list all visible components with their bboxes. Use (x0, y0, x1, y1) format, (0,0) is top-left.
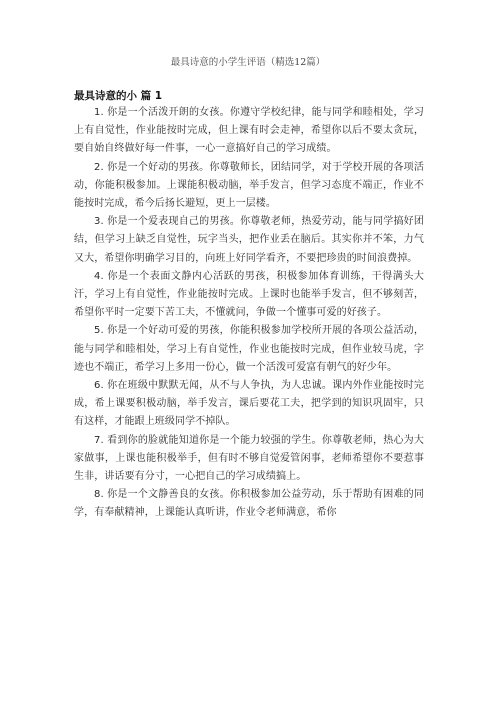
paragraph-2: 2. 你是一个好动的男孩。你尊敬师长，团结同学，对于学校开展的各项活动，你能积极参加。上课能积极动脑，举手发言，但学习态度不端正，作业不能按时完成，希今后扬长避短，更上一层楼。 (74, 161, 424, 210)
paragraph-1: 1. 你是一个活泼开朗的女孩。你遵守学校纪律，能与同学和睦相处，学习上有自觉性，作业能按时完成，但上课有时会走神，希望你以后不要太贪玩，要自始自终做好每一件事，一心一意搞好自己的学习成绩。 (74, 107, 424, 155)
paragraph-5: 5. 你是一个好动可爱的男孩，你能积极参加学校所开展的各项公益活动，能与同学和睦相处，学习上有自觉性，作业也能按时完成，但作业较马虎，字迹也不端正，希学习上多用一份心，做一个活泼可爱富有朝气的好少年。 (74, 325, 424, 373)
document-body (74, 104, 424, 523)
paragraph-3: 3. 你是一个爱表现自己的男孩。你尊敬老师，热爱劳动，能与同学搞好团结，但学习上缺乏自觉性，玩字当头，把作业丢在脑后。其实你并不笨，力气又大，希望你明确学习目的，向班上好同学看齐，不要把珍贵的时间浪费掉。 (74, 216, 424, 264)
document-title: 最具诗意的小学生评语（精选12篇） (170, 57, 326, 68)
section-heading: 最具诗意的小 篇 1 (74, 90, 163, 102)
paragraph-4: 4. 你是一个表面文静内心活跃的男孩，积极参加体育训练，干得满头大汗，学习上有自觉性，作业能按时完成。上课时也能举手发言，但不够刻苦，希望你平时一定要下苦工夫，不懂就问，争做一个懂事可爱的好孩子。 (74, 270, 424, 319)
paragraph-7: 7. 看到你的脸就能知道你是一个能力较强的学生。你尊敬老师，热心为大家做事，上课也能积极举手，但有时不够自觉爱管闲事，老师希望你不要惹事生非，讲话要有分寸，一心把自己的学习成绩搞上。 (74, 434, 424, 483)
paragraph-8: 8. 你是一个文静善良的女孩。你积极参加公益劳动，乐于帮助有困难的同学，有奉献精神，上课能认真听讲，作业令老师满意，希你 (74, 489, 424, 519)
paragraph-6: 6. 你在班级中默默无闻，从不与人争执，为人忠诚。课内外作业能按时完成，希上课要积极动脑，举手发言，课后要花工夫，把学到的知识巩固牢，只有这样，才能跟上班级同学不掉队。 (74, 380, 424, 428)
